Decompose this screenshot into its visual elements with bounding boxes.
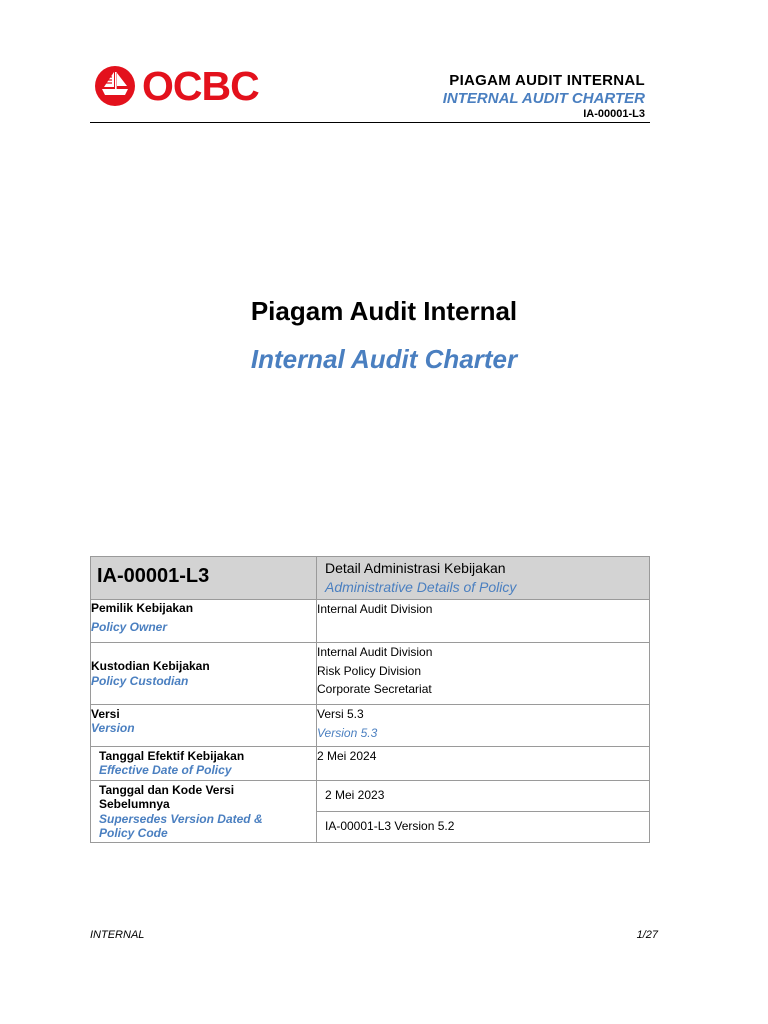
label-effective-date-en: Effective Date of Policy [99,763,232,778]
row-value-cell [317,747,650,781]
table-header-row [91,557,650,600]
row-label-cell [91,747,317,781]
value-version: Versi 5.3 [317,707,364,721]
header-code: IA-00001-L3 [583,108,645,120]
value-custodian-3: Corporate Secretariat [317,682,432,697]
label-effective-date: Tanggal Efektif Kebijakan [99,749,245,763]
row-value-cell [317,643,650,705]
policy-code-cell [91,557,317,600]
value-effective-date: 2 Mei 2024 [317,749,377,763]
label-supersedes: Tanggal dan Kode Versi Sebelumnya [99,782,235,812]
value-custodian-2: Risk Policy Division [317,663,422,678]
value-custodian-1: Internal Audit Division [317,645,433,659]
row-value-cell [317,705,650,747]
table-row [91,747,650,781]
label-policy-owner: Pemilik Kebijakan [91,601,194,615]
table-heading-cell [317,557,650,600]
row-label-cell [91,780,317,843]
value-supersedes-code: IA-00001-L3 Version 5.2 [325,818,455,833]
label-policy-custodian: Kustodian Kebijakan [91,659,210,674]
value-supersedes-date-box [317,781,649,812]
value-supersedes-date: 2 Mei 2023 [325,787,385,802]
table-row [91,705,650,747]
row-label-cell [91,600,317,643]
label-policy-owner-en: Policy Owner [91,620,168,635]
table-row [91,643,650,705]
document-title: Piagam Audit Internal [250,296,518,326]
header-subtitle: INTERNAL AUDIT CHARTER [442,90,645,107]
ocbc-logo [94,63,264,109]
table-row [91,600,650,643]
logo-wordmark: OCBC [142,62,259,109]
label-supersedes-en: Supersedes Version Dated & Policy Code [99,811,263,840]
value-version-en: Version 5.3 [317,725,378,740]
row-label-cell [91,643,317,705]
label-version-en: Version [91,721,135,736]
admin-details-table [90,556,650,843]
table-heading: Detail Administrasi Kebijakan [325,560,506,576]
table-heading-english: Administrative Details of Policy [325,579,517,595]
value-supersedes-code-box [317,812,649,841]
document-title-english: Internal Audit Charter [250,344,518,374]
page-number: 1/27 [636,929,658,941]
policy-code: IA-00001-L3 [97,565,210,587]
label-version: Versi [91,707,120,721]
row-value-cell [317,780,650,843]
ocbc-sail-icon [94,65,136,107]
footer-classification: INTERNAL [90,929,145,941]
label-policy-custodian-en: Policy Custodian [91,673,189,688]
row-label-cell [91,705,317,747]
row-value-cell [317,600,650,643]
header-divider [90,122,650,123]
table-row [91,780,650,843]
header-title: PIAGAM AUDIT INTERNAL [449,72,645,89]
value-policy-owner: Internal Audit Division [317,602,433,616]
page-header [443,72,645,120]
